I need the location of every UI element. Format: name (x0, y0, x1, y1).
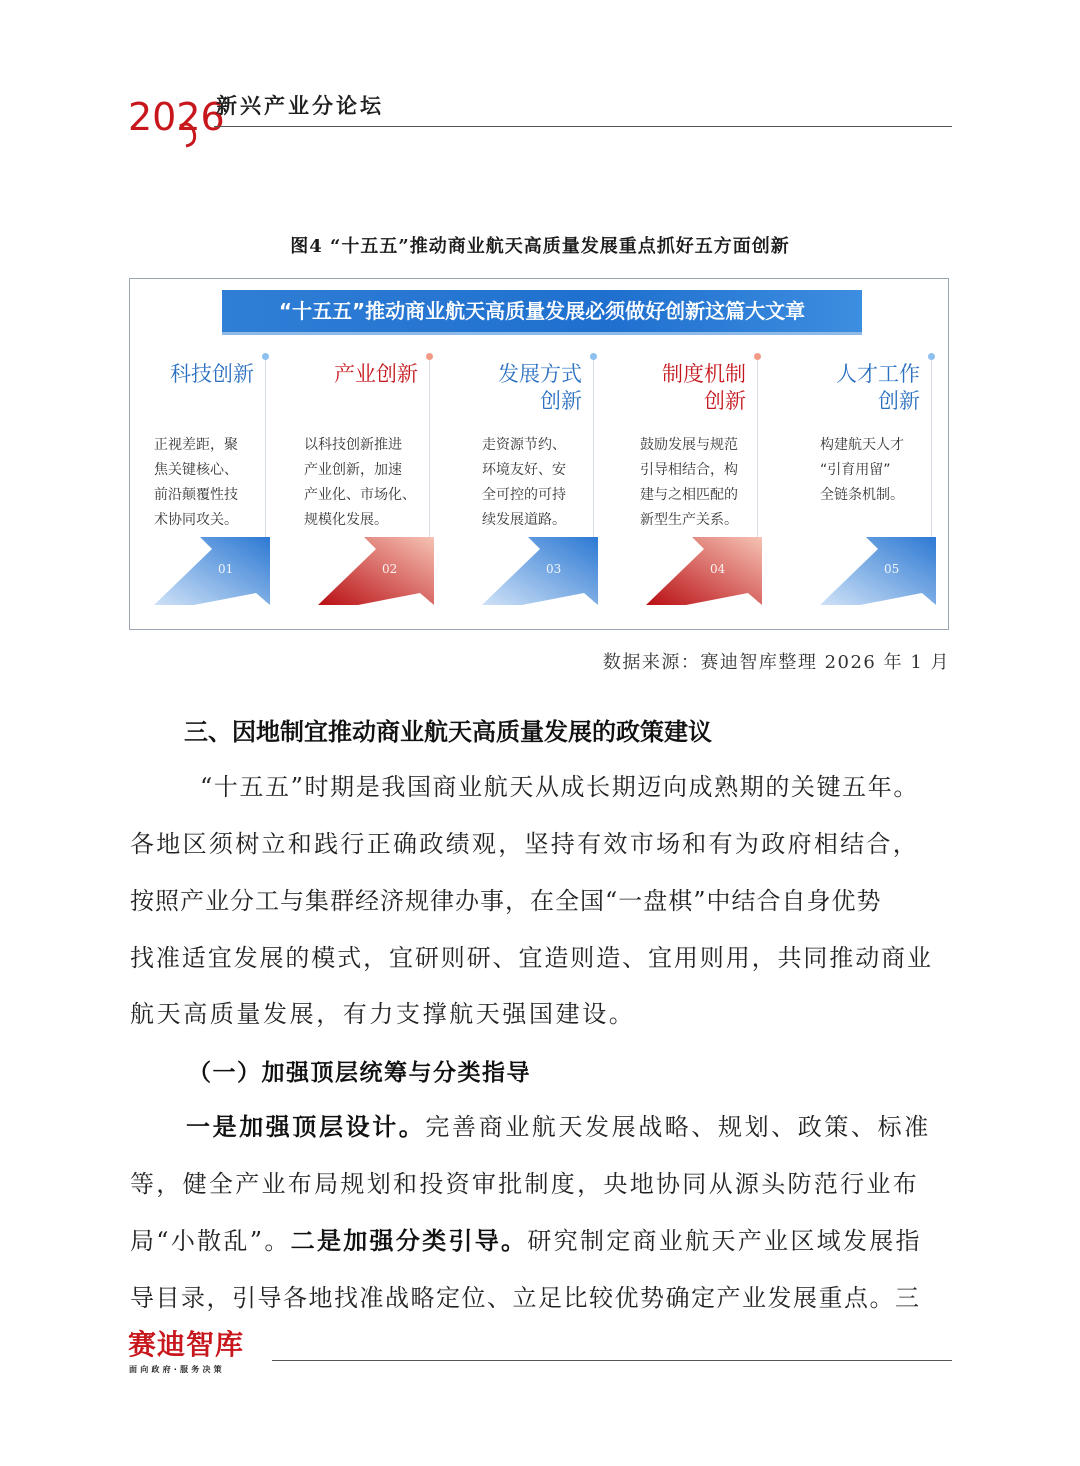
paragraph-line: 一是加强顶层设计。完善商业航天发展战略、规划、政策、标准 (186, 1112, 931, 1141)
column-description: 以科技创新推进 产业创新，加速 产业化、市场化、 规模化发展。 (304, 437, 416, 528)
logo-2026-text: 2026 (128, 95, 225, 139)
figure-source: 数据来源：赛迪智库整理 2026 年 1 月 (602, 652, 950, 673)
column-dot (426, 353, 433, 360)
paragraph-line: 局“小散乱”。二是加强分类引导。研究制定商业航天产业区域发展指 (130, 1226, 922, 1255)
logo-2026 (128, 90, 225, 152)
arrow-icon (148, 531, 270, 609)
paragraph-line: 航天高质量发展，有力支撑航天强国建设。 (130, 1000, 636, 1028)
arrow-icon (640, 531, 762, 609)
innovation-column-4 (628, 349, 758, 619)
column-title: 人才工作 创新 (836, 362, 920, 413)
figure-caption: 图4 “十五五”推动商业航天高质量发展重点抓好五方面创新 (290, 236, 790, 257)
column-title: 科技创新 (170, 362, 254, 386)
arrow-icon (814, 531, 936, 609)
page-header (128, 84, 952, 154)
emphasis-text: 一是加强顶层设计。 (186, 1112, 426, 1141)
column-dot (928, 353, 935, 360)
innovation-column-2 (300, 349, 430, 619)
column-dot (754, 353, 761, 360)
section-heading: 三、因地制宜推动商业航天高质量发展的政策建议 (184, 718, 712, 746)
column-dot (262, 353, 269, 360)
innovation-column-5 (802, 349, 932, 619)
column-title: 制度机制 创新 (662, 362, 746, 413)
header-rule (214, 126, 952, 127)
paragraph-line: 等，健全产业布局规划和投资审批制度，央地协同从源头防范行业布 (130, 1170, 919, 1198)
footer-tagline: 面向政府·服务决策 (129, 1365, 225, 1374)
figure-banner: “十五五”推动商业航天高质量发展必须做好创新这篇大文章 (222, 290, 862, 332)
emphasis-text: 二是加强分类引导。 (290, 1226, 528, 1255)
innovation-column-3 (464, 349, 594, 619)
column-dot (590, 353, 597, 360)
footer-rule (272, 1360, 952, 1361)
column-number: 02 (382, 562, 398, 576)
paragraph-line: “十五五”时期是我国商业航天从成长期迈向成熟期的关键五年。 (200, 773, 919, 801)
arrow-icon (312, 531, 434, 609)
paragraph-line: 按照产业分工与集群经济规律办事，在全国“一盘棋”中结合自身优势 (130, 887, 882, 915)
column-number: 03 (546, 562, 562, 576)
column-description: 鼓励发展与规范 引导相结合，构 建与之相匹配的 新型生产关系。 (640, 437, 738, 528)
footer-logo: 赛迪智库 (128, 1328, 245, 1361)
sub-heading: （一）加强顶层统筹与分类指导 (188, 1059, 531, 1086)
column-title: 发展方式 创新 (498, 362, 582, 413)
column-title: 产业创新 (334, 362, 418, 386)
column-number: 01 (218, 562, 234, 576)
header-title: 新兴产业分论坛 (216, 94, 384, 118)
figure-infographic (129, 278, 949, 630)
column-number: 05 (884, 562, 900, 576)
paragraph-line: 导目录，引导各地找准战略定位、立足比较优势确定产业发展重点。三 (130, 1284, 921, 1312)
column-description: 构建航天人才 “引育用留” 全链条机制。 (820, 437, 904, 503)
arrow-icon (476, 531, 598, 609)
innovation-column-1 (136, 349, 266, 619)
column-number: 04 (710, 562, 726, 576)
paragraph-line: 找准适宜发展的模式，宜研则研、宜造则造、宜用则用，共同推动商业 (130, 944, 933, 972)
column-description: 走资源节约、 环境友好、安 全可控的可持 续发展道路。 (482, 437, 566, 528)
column-description: 正视差距，聚 焦关键核心、 前沿颠覆性技 术协同攻关。 (154, 437, 238, 528)
paragraph-line: 各地区须树立和践行正确政绩观，坚持有效市场和有为政府相结合， (130, 830, 919, 858)
